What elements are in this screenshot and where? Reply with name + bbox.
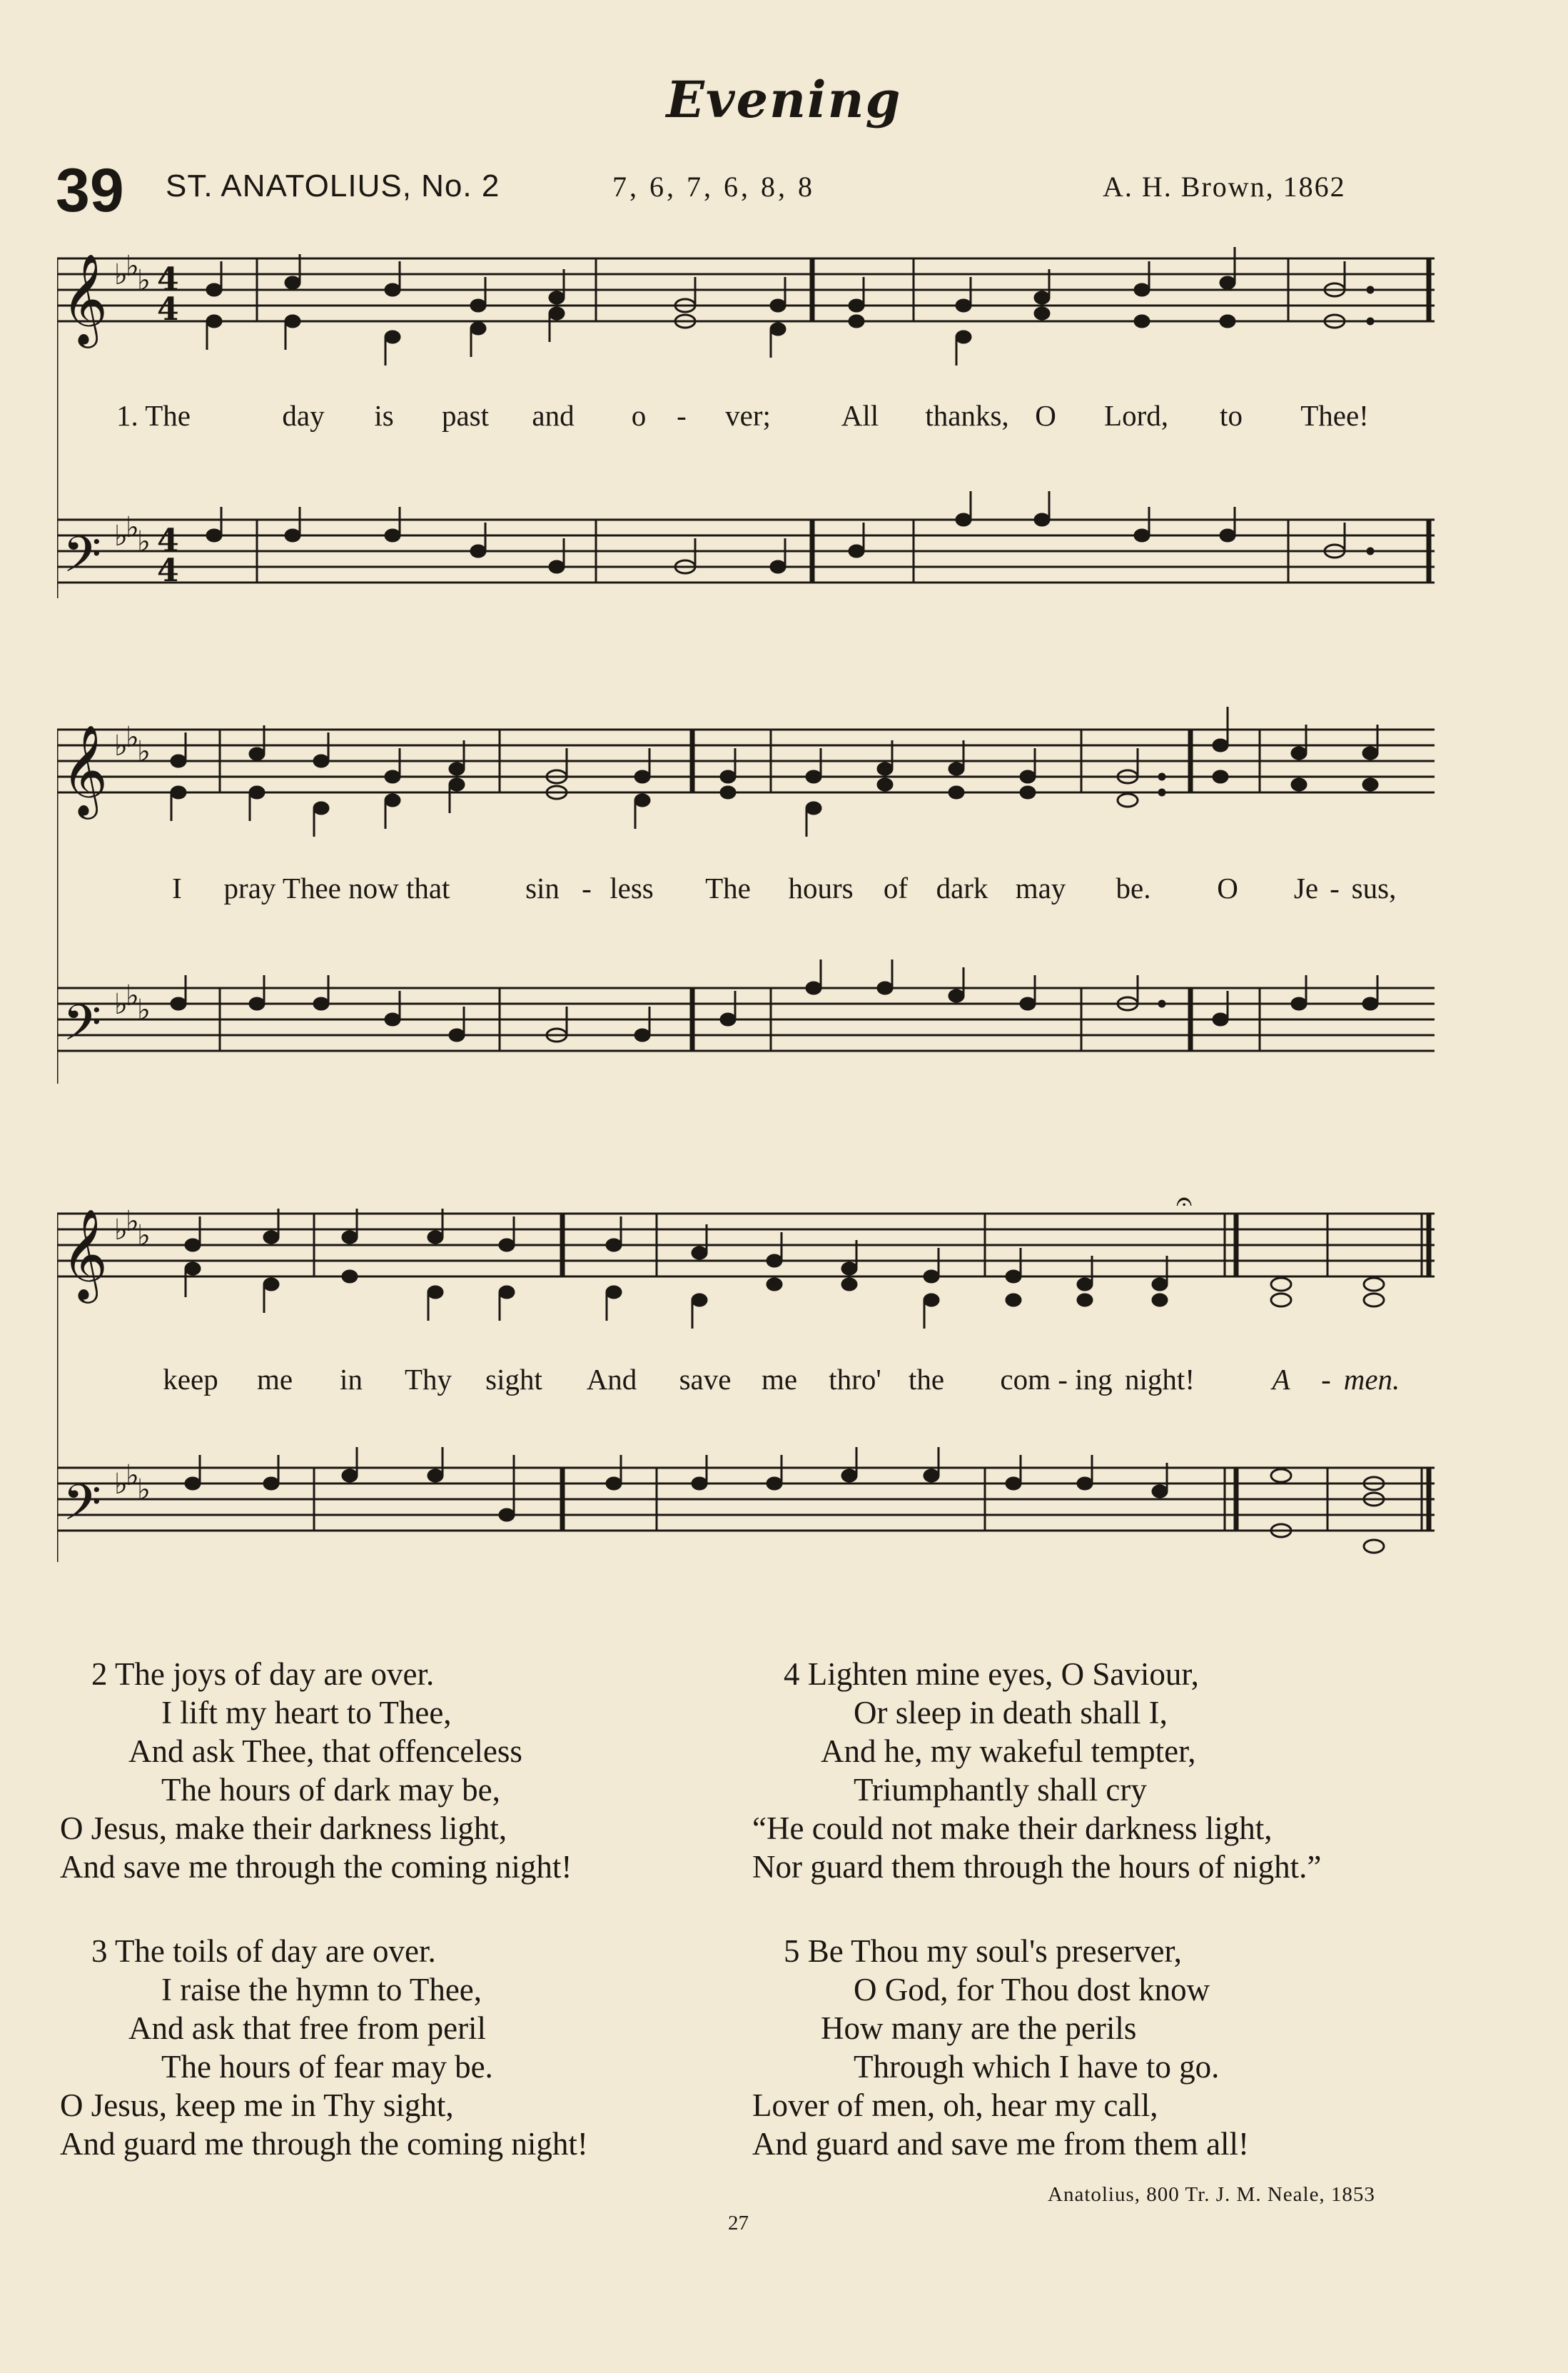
verse-line: O Jesus, make their darkness light, bbox=[60, 1810, 507, 1846]
text-attribution: Anatolius, 800 Tr. J. M. Neale, 1853 bbox=[1048, 2183, 1375, 2206]
lyric-syllable: keep bbox=[163, 1363, 218, 1396]
lyric-syllable: All bbox=[841, 399, 879, 432]
verse-line: “He could not make their darkness light, bbox=[752, 1810, 1273, 1846]
svg-text:♭: ♭ bbox=[137, 264, 151, 297]
lyric-syllable: Lord, bbox=[1104, 399, 1168, 432]
lyric-syllable: hours bbox=[788, 872, 854, 905]
svg-text:4: 4 bbox=[157, 553, 179, 589]
lyric-syllable: - bbox=[582, 872, 592, 905]
lyric-syllable: The bbox=[705, 872, 751, 905]
verse-2 bbox=[60, 1655, 572, 1886]
lyric-syllable: be. bbox=[1116, 872, 1151, 905]
lyric-syllable: the bbox=[908, 1363, 945, 1396]
lyric-syllable: ver; bbox=[725, 399, 771, 432]
lyric-syllable: Thee! bbox=[1300, 399, 1369, 432]
verse-4 bbox=[752, 1655, 1322, 1886]
verse-line: Triumphantly shall cry bbox=[854, 1772, 1147, 1808]
svg-text:𝄐: 𝄐 bbox=[1176, 1185, 1193, 1218]
svg-text:♭: ♭ bbox=[114, 520, 128, 553]
lyric-syllable: And bbox=[586, 1363, 637, 1396]
lyric-syllable: com - ing bbox=[1000, 1363, 1113, 1396]
verse-5 bbox=[752, 1932, 1250, 2163]
svg-text:♭: ♭ bbox=[126, 1459, 139, 1492]
meter: 7, 6, 7, 6, 8, 8 bbox=[612, 171, 815, 203]
lyric-syllable: less bbox=[610, 872, 654, 905]
lyric-syllable: is bbox=[374, 399, 394, 432]
verse-line: And guard and save me from them all! bbox=[752, 2126, 1250, 2162]
lyric-syllable: - bbox=[1330, 872, 1340, 905]
verse-line: 4 Lighten mine eyes, O Saviour, bbox=[784, 1656, 1199, 1692]
verse-line: I lift my heart to Thee, bbox=[161, 1695, 452, 1730]
hymn-number: 39 bbox=[56, 156, 124, 225]
verse-line: And ask that free from peril bbox=[128, 2010, 487, 2046]
svg-text:♭: ♭ bbox=[114, 1468, 128, 1501]
svg-text:𝄞: 𝄞 bbox=[61, 1208, 108, 1299]
lyric-syllable: O bbox=[1035, 399, 1056, 432]
verse-line: Lover of men, oh, hear my call, bbox=[752, 2087, 1158, 2123]
lyric-syllable: o bbox=[631, 399, 647, 432]
verse-line: And he, my wakeful tempter, bbox=[821, 1733, 1196, 1769]
svg-text:♭: ♭ bbox=[126, 250, 139, 283]
verse-line: 3 The toils of day are over. bbox=[91, 1933, 436, 1969]
lyric-syllable: - bbox=[677, 399, 687, 432]
lyric-syllable: me bbox=[256, 1363, 293, 1396]
lyric-syllable: Thy bbox=[404, 1363, 452, 1396]
verse-line: O Jesus, keep me in Thy sight, bbox=[60, 2087, 454, 2123]
svg-text:♭: ♭ bbox=[114, 1214, 128, 1246]
svg-text:♭: ♭ bbox=[114, 730, 128, 762]
svg-text:♭: ♭ bbox=[137, 1473, 151, 1506]
svg-text:𝄢: 𝄢 bbox=[63, 525, 102, 595]
composer: A. H. Brown, 1862 bbox=[1103, 171, 1346, 203]
lyric-syllable: save bbox=[679, 1363, 732, 1396]
lyric-syllable: sin bbox=[525, 872, 560, 905]
page-heading: Evening bbox=[666, 70, 902, 129]
lyric-syllable: in bbox=[340, 1363, 363, 1396]
svg-text:♭: ♭ bbox=[126, 511, 139, 544]
svg-text:♭: ♭ bbox=[137, 1219, 151, 1252]
lyric-syllable: men. bbox=[1343, 1363, 1400, 1396]
music-system-3 bbox=[57, 1185, 1435, 1585]
lyric-syllable: I bbox=[172, 872, 182, 905]
svg-text:𝄢: 𝄢 bbox=[63, 994, 102, 1064]
verse-line: 2 The joys of day are over. bbox=[91, 1656, 435, 1692]
lyric-syllable: Je bbox=[1293, 872, 1319, 905]
svg-text:♭: ♭ bbox=[126, 721, 139, 754]
svg-text:𝄞: 𝄞 bbox=[61, 724, 108, 815]
verse-line: How many are the perils bbox=[821, 2010, 1137, 2046]
lyric-syllable: pray Thee now that bbox=[223, 872, 450, 905]
music-system-1 bbox=[57, 221, 1435, 607]
verse-line: And save me through the coming night! bbox=[60, 1849, 572, 1885]
lyric-syllable: dark bbox=[936, 872, 988, 905]
svg-text:4: 4 bbox=[157, 261, 179, 298]
verse-line: The hours of dark may be, bbox=[161, 1772, 500, 1808]
verse-line: O God, for Thou dost know bbox=[854, 1972, 1210, 2007]
lyric-syllable: past bbox=[441, 399, 490, 432]
verse-line: Through which I have to go. bbox=[854, 2049, 1220, 2085]
verse-line: 5 Be Thou my soul's preserver, bbox=[784, 1933, 1182, 1969]
svg-text:4: 4 bbox=[157, 291, 179, 328]
tune-name: ST. ANATOLIUS, No. 2 bbox=[166, 168, 500, 203]
verse-line: I raise the hymn to Thee, bbox=[161, 1972, 482, 2007]
svg-text:♭: ♭ bbox=[114, 988, 128, 1021]
svg-text:♭: ♭ bbox=[126, 1205, 139, 1238]
lyric-syllable: O bbox=[1217, 872, 1238, 905]
lyric-syllable: thro' bbox=[829, 1363, 881, 1396]
svg-text:♭: ♭ bbox=[137, 735, 151, 768]
lyric-syllable: to bbox=[1220, 399, 1243, 432]
lyric-syllable: of bbox=[883, 872, 909, 905]
lyric-syllable: thanks, bbox=[925, 399, 1009, 432]
lyric-syllable: and bbox=[532, 399, 575, 432]
lyric-syllable: sus, bbox=[1351, 872, 1397, 905]
verse-3 bbox=[60, 1932, 588, 2163]
svg-text:𝄞: 𝄞 bbox=[61, 253, 108, 344]
lyric-syllable: day bbox=[282, 399, 325, 432]
page-number: 27 bbox=[728, 2212, 749, 2235]
lyric-syllable: may bbox=[1015, 872, 1066, 905]
lyric-syllable: night! bbox=[1125, 1363, 1195, 1396]
verse-line: Or sleep in death shall I, bbox=[854, 1695, 1168, 1730]
svg-text:♭: ♭ bbox=[114, 258, 128, 291]
svg-text:𝄢: 𝄢 bbox=[63, 1473, 102, 1543]
svg-text:♭: ♭ bbox=[137, 994, 151, 1027]
lyric-syllable: sight bbox=[485, 1363, 542, 1396]
svg-text:4: 4 bbox=[157, 523, 179, 559]
lyric-syllable: 1. The bbox=[116, 399, 191, 432]
svg-text:♭: ♭ bbox=[137, 525, 151, 558]
verse-line: And guard me through the coming night! bbox=[60, 2126, 588, 2162]
verse-line: The hours of fear may be. bbox=[161, 2049, 493, 2085]
verse-line: And ask Thee, that offenceless bbox=[128, 1733, 522, 1769]
lyric-syllable: me bbox=[761, 1363, 798, 1396]
verse-line: Nor guard them through the hours of night.” bbox=[752, 1849, 1322, 1885]
lyric-syllable: - bbox=[1321, 1363, 1331, 1396]
music-system-2 bbox=[57, 700, 1435, 1085]
svg-text:♭: ♭ bbox=[126, 979, 139, 1012]
lyric-syllable: A bbox=[1272, 1363, 1290, 1396]
